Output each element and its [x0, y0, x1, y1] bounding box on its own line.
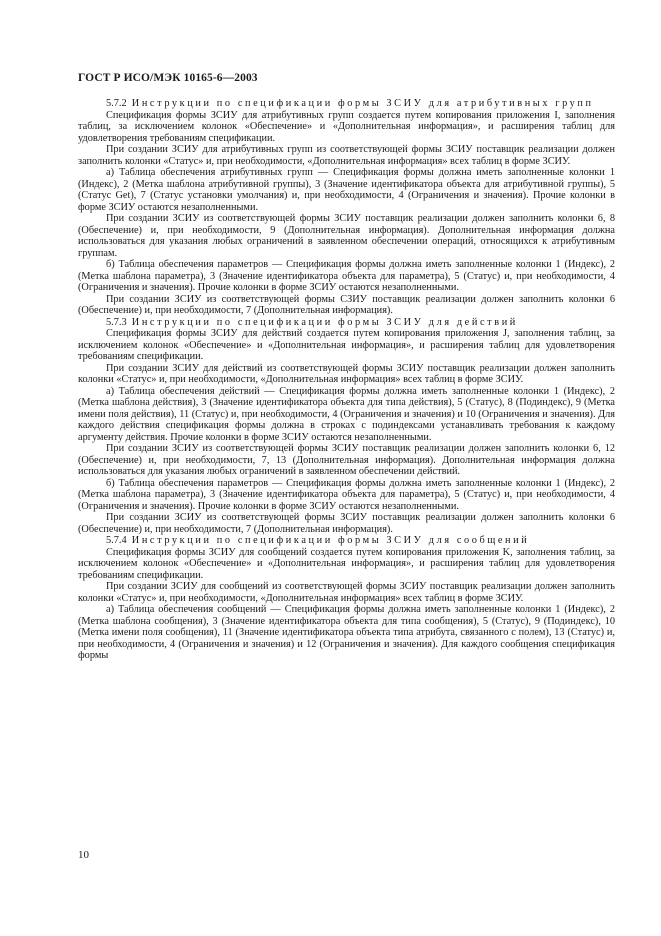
paragraph: При создании ЗСИУ из соответствующей формы СЗИУ поставщик реализации должен заполнить колонки 6 (Обеспечение) и, при необходимости, 7 (Дополнительная информация). — [78, 293, 615, 316]
paragraph: б) Таблица обеспечения параметров — Спецификация формы должна иметь заполненные колонки 1 (Индекс), 2 (Метка шаблона параметра), 3 (Значение идентификатора объекта для параметра), 5 (Статус) и, при необходимости, 4 (Ограничения и значения). Прочие колонки в форме ЗСИУ остаются незаполненными. — [78, 477, 615, 512]
section-heading-5-7-4: 5.7.4 Инструкции по спецификации формы ЗСИУ для сообщений — [106, 535, 530, 546]
paragraph: б) Таблица обеспечения параметров — Спецификация формы должна иметь заполненные колонки 1 (Индекс), 2 (Метка шаблона параметра), 3 (Значение идентификатора объекта для параметра), 5 (Статус) и, при необходимости, 4 (Ограничения и значения). Прочие колонки в форме ЗСИУ остаются незаполненными. — [78, 259, 615, 293]
document-header: ГОСТ Р ИСО/МЭК 10165-6—2003 — [78, 72, 258, 84]
paragraph: При создании ЗСИУ из соответствующей формы ЗСИУ поставщик реализации должен заполнить колонки 6, 8 (Обеспечение) и, при необходимости, 9 (Дополнительная информация). Дополнительная информация должна использоваться для указания любых ограничений в заявленном обеспечении операций, относящихся к атрибутивным группам. — [78, 213, 615, 259]
paragraph: При создании ЗСИУ для действий из соответствующей формы ЗСИУ поставщик реализации должен заполнить колонки «Статус» и, при необходимости, «Дополнительная информация» всех таблиц в форме ЗСИУ. — [78, 362, 615, 385]
paragraph: Спецификация формы ЗСИУ для сообщений создается путем копирования приложения K, заполнения таблиц, за исключением колонок «Обеспечение» и «Дополнительная информация», и расширения таблиц для удовлетворения требованиям спецификации. — [78, 546, 615, 581]
paragraph: Спецификация формы ЗСИУ для атрибутивных групп создается путем копирования приложения I, заполнения таблиц, за исключением колонок «Обеспечение» и «Дополнительная информация», и расширения таблиц для удовлетворения требованиям спецификации. — [78, 109, 615, 144]
paragraph: Спецификация формы ЗСИУ для действий создается путем копирования приложения J, заполнения таблиц, за исключением колонок «Обеспечение» и «Дополнительная информация», и расширения таблиц для удовлетворения требованиям спецификации. — [78, 328, 615, 362]
page-number: 10 — [78, 849, 89, 861]
document-body — [78, 98, 615, 662]
paragraph: При создании ЗСИУ для атрибутивных групп из соответствующей формы ЗСИУ поставщик реализации должен заполнить колонки «Статус» и, при необходимости, «Дополнительная информация» всех таблиц в форме ЗСИУ. — [78, 144, 615, 167]
paragraph: При создании ЗСИУ для сообщений из соответствующей формы ЗСИУ поставщик реализации должен заполнить колонки «Статус» и, при необходимости, «Дополнительная информация» всех таблиц в форме ЗСИУ. — [78, 581, 615, 604]
section-heading-5-7-3: 5.7.3 Инструкции по спецификации формы ЗСИУ для действий — [106, 316, 518, 328]
paragraph: При создании ЗСИУ из соответствующей формы ЗСИУ поставщик реализации должен заполнить колонки 6 (Обеспечение) и, при необходимости, 7 (Дополнительная информация). — [78, 512, 615, 535]
paragraph: При создании ЗСИУ из соответствующей формы ЗСИУ поставщик реализации должен заполнить колонки 6, 12 (Обеспечение) и, при необходимости, 7, 13 (Дополнительная информация). Дополнительная информация должна использоваться для указания любых ограничений в заявленном обеспечении действий. — [78, 443, 615, 477]
section-heading-5-7-2: 5.7.2 Инструкции по спецификации формы ЗСИУ для атрибутивных групп — [106, 98, 594, 109]
paragraph: а) Таблица обеспечения сообщений — Спецификация формы должна иметь заполненные колонки 1 (Индекс), 2 (Метка шаблона сообщения), 3 (Значение идентификатора объекта для типа сообщения), 5 (Статус), 9 (Подиндекс), 10 (Метка имени поля сообщения), 11 (Значение идентификатора объекта типа атрибута, связанного с полем), 13 (Статус) и, при необходимости, 4 (Ограничения и значения) и 12 (Ограничения и значения). Для каждого сообщения спецификация формы — [78, 604, 615, 661]
paragraph: а) Таблица обеспечения действий — Спецификация формы должна иметь заполненные колонки 1 (Индекс), 2 (Метка шаблона действия), 3 (Значение идентификатора объекта для типа действия), 5 (Статус), 8 (Подиндекс), 9 (Метка имени поля действия), 11 (Статус) и, при необходимости, 4 (Ограничения и значения) и 10 (Ограничения и значения). Для каждого действия спецификация формы должна в строках с подиндексами устанавливать требования к каждому аргументу действия. Прочие колонки в форме ЗСИУ остаются незаполненными. — [78, 385, 616, 443]
paragraph: а) Таблица обеспечения атрибутивных групп — Спецификация формы должна иметь заполненные колонки 1 (Индекс), 2 (Метка шаблона атрибутивной группы), 3 (Значение идентификатора объекта для атрибутивной группы), 5 (Статус Get), 7 (Статус установки умолчания) и, при необходимости, 4 (Ограничения и значения). Прочие колонки в форме ЗСИУ остаются незаполненными. — [78, 167, 615, 213]
